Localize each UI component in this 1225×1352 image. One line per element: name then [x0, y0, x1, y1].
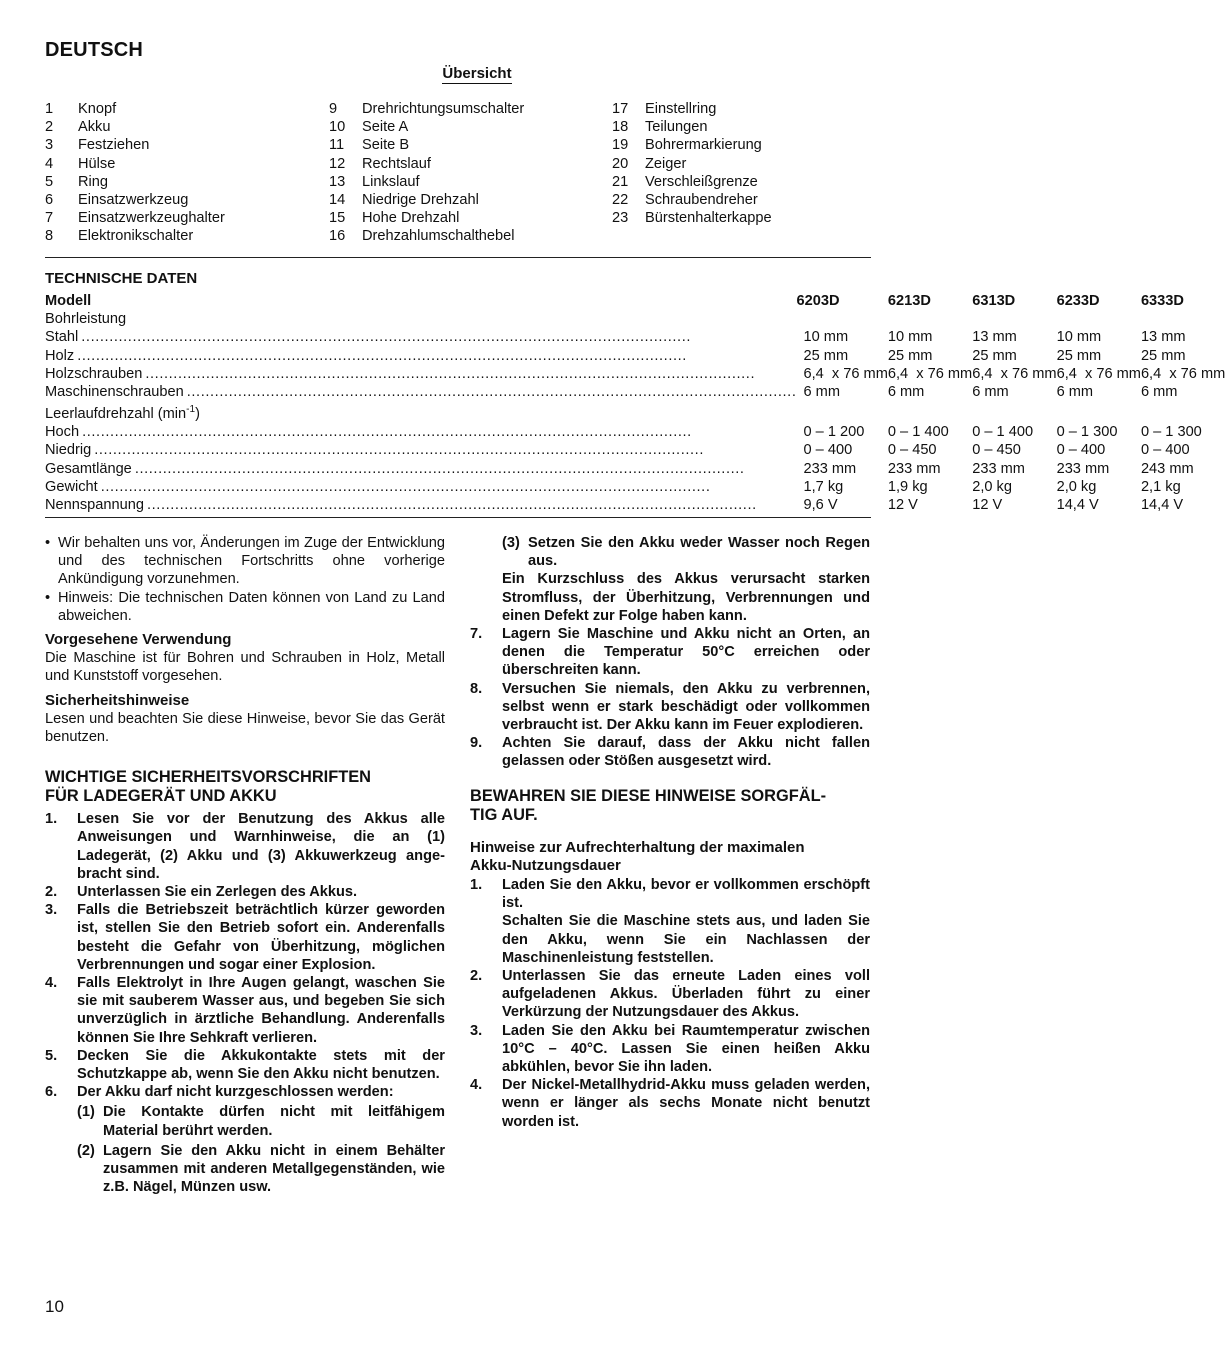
- overview-item: 18 Teilungen: [612, 119, 708, 136]
- list-item: 4. Falls Elektrolyt in Ihre Augen gelangt, waschen Sie sie mit sauberem Wasser aus, und begeben Sie sich unverzüglich in ärztliche Behandlung. Anderenfalls können Sie Ihre Sehkraft verlieren.: [45, 975, 445, 1046]
- list-item: 4. Der Nickel-Metallhydrid-Akku muss geladen werden, wenn er länger als sechs Monate nicht benutzt worden ist.: [470, 1077, 870, 1130]
- table-row: Gewicht ..... 1,7 kg 1,9 kg 2,0 kg 2,0 kg 2,1 kg: [45, 478, 1225, 496]
- table-row: Stahl ..... 10 mm 10 mm 13 mm 10 mm 13 mm: [45, 328, 1225, 346]
- overview-column-2: [329, 100, 524, 246]
- list-item: 6. Der Akku darf nicht kurzgeschlossen werden:: [45, 1084, 394, 1101]
- overview-item: 8 Elektronikschalter: [45, 228, 194, 245]
- overview-item: 17 Einstellring: [612, 101, 717, 117]
- list-item: 1. Laden Sie den Akku, bevor er vollkommen erschöpft ist. Schalten Sie die Maschine stets aus, und laden Sie den Akku, wenn Sie ein Nachlassen der Maschinenleistung feststellen.: [470, 877, 870, 966]
- overview-column-3: [612, 100, 772, 227]
- overview-item: 15 Hohe Drehzahl: [329, 210, 460, 227]
- overview-item: 21 Verschleißgrenze: [612, 173, 758, 190]
- list-item: (1) Die Kontakte dürfen nicht mit leitfähigem Material berührt werden.: [77, 1104, 445, 1139]
- table-row: Maschinenschrauben ..... 6 mm 6 mm 6 mm 6 mm 6 mm: [45, 383, 1225, 401]
- overview-item: 7 Einsatzwerkzeughalter: [45, 210, 225, 227]
- paragraph: Ein Kurzschluss des Akkus verursacht starken Stromfluss, der Überhitzung, Verbrennungen und einen Defekt zur Folge haben kann.: [502, 571, 870, 624]
- table-row: Holzschrauben ..... 6,4 x 76 mm 6,4 x 76 mm 6,4 x 76 mm 6,4 x 76 mm 6,4 x 76 mm: [45, 365, 1225, 383]
- list-item: 2. Unterlassen Sie das erneute Laden eines voll aufgeladenen Akkus. Überladen führt zu einer Verkürzung der Nutzungsdauer des Akkus.: [470, 968, 870, 1021]
- overview-item: 10 Seite A: [329, 119, 409, 136]
- specs-table: [45, 292, 1225, 514]
- list-item: 5. Decken Sie die Akkukontakte stets mit der Schutzkappe ab, wenn Sie den Akku nicht benutzen.: [45, 1047, 445, 1083]
- language-heading: DEUTSCH: [45, 39, 144, 61]
- overview-item: 1 Knopf: [45, 101, 117, 117]
- table-row: Gesamtlänge ..... 233 mm 233 mm 233 mm 233 mm 243 mm: [45, 460, 1225, 478]
- specs-group-row: Leerlaufdrehzahl $(\min^{-1})$: [45, 404, 200, 423]
- list-item: 3. Falls die Betriebszeit beträchtlich kürzer geworden ist, stellen Sie den Betrieb sofort ein. Anderenfalls besteht die Gefahr von Überhitzung, möglichen Verbrennungen und sogar einer Explosion.: [45, 902, 445, 973]
- overview-column-1: [45, 100, 225, 246]
- table-row: Nennspannung ..... 9,6 V 12 V 12 V 14,4 V 14,4 V: [45, 496, 1225, 514]
- specs-group-row: Bohrleistung: [45, 311, 127, 328]
- table-row: Niedrig ..... 0 – 400 0 – 450 0 – 450 0 – 400 0 – 400: [45, 441, 1225, 459]
- specs-header-row: Modell 6203D 6213D 6313D 6233D 6333D: [45, 293, 1184, 309]
- divider: [45, 257, 871, 258]
- list-item: 2. Unterlassen Sie ein Zerlegen des Akkus.: [45, 884, 358, 901]
- overview-item: 9 Drehrichtungsumschalter: [329, 101, 525, 117]
- right-column: [470, 534, 870, 1131]
- list-item: (3) Setzen Sie den Akku weder Wasser noch Regen aus.: [502, 535, 870, 570]
- section-heading: Vorgesehene Verwendung: [45, 631, 232, 649]
- overview-item: 23 Bürstenhalterkappe: [612, 210, 772, 227]
- table-row: Hoch ..... 0 – 1 200 0 – 1 400 0 – 1 400 0 – 1 300 0 – 1 300: [45, 423, 1225, 441]
- overview-item: 13 Linkslauf: [329, 173, 420, 190]
- overview-item: 5 Ring: [45, 173, 109, 190]
- overview-item: 16 Drehzahlumschalthebel: [329, 228, 515, 245]
- list-item: 8. Versuchen Sie niemals, den Akku zu verbrennen, selbst wenn er stark beschädigt oder vollkommen verbraucht ist. Der Akku kann im Feuer explodieren.: [470, 680, 870, 734]
- list-item: 3. Laden Sie den Akku bei Raumtemperatur zwischen 10°C – 40°C. Lassen Sie einen heißen Akku abkühlen, bevor Sie ihn laden.: [470, 1022, 870, 1076]
- page-number: 10: [45, 1297, 64, 1316]
- list-item: 9. Achten Sie darauf, dass der Akku nicht fallen gelassen oder Stößen ausgesetzt wird.: [470, 735, 870, 770]
- list-item: • Hinweis: Die technischen Daten können von Land zu Land abweichen.: [45, 589, 445, 624]
- overview-item: 11 Seite B: [329, 137, 410, 154]
- section-heading: BEWAHREN SIE DIESE HINWEISE SORGFÄL- TIG AUF.: [470, 786, 827, 824]
- left-column: [45, 534, 445, 1197]
- list-item: • Wir behalten uns vor, Änderungen im Zuge der Entwicklung und des technischen Fortschritts ohne vorherige Ankündigung vorzunehmen.: [45, 535, 445, 588]
- specs-title: TECHNISCHE DATEN: [45, 270, 198, 287]
- paragraph: Die Maschine ist für Bohren und Schrauben in Holz, Metall und Kunststoff vorgesehen.: [45, 650, 445, 685]
- overview-item: 22 Schraubendreher: [612, 192, 758, 209]
- divider: [45, 517, 871, 518]
- paragraph: Lesen und beachten Sie diese Hinweise, bevor Sie das Gerät benutzen.: [45, 710, 445, 746]
- overview-item: 20 Zeiger: [612, 155, 687, 172]
- list-item: (2) Lagern Sie den Akku nicht in einem Behälter zusammen mit anderen Metallgegenständen, wie z.B. Nägel, Münzen usw.: [77, 1142, 445, 1196]
- overview-item: 19 Bohrermarkierung: [612, 137, 762, 154]
- section-heading: Hinweise zur Aufrechterhaltung der maximalen Akku-Nutzungsdauer: [470, 838, 805, 874]
- section-heading: WICHTIGE SICHERHEITSVORSCHRIFTEN FÜR LADEGERÄT UND AKKU: [45, 768, 372, 806]
- overview-item: 3 Festziehen: [45, 137, 150, 154]
- overview-item: 2 Akku: [45, 119, 111, 136]
- overview-item: 4 Hülse: [45, 155, 116, 172]
- list-item: 7. Lagern Sie Maschine und Akku nicht an Orten, an denen die Temperatur 50°C erreichen oder überschreiten kann.: [470, 626, 870, 679]
- overview-title: Übersicht: [442, 65, 512, 82]
- section-heading: Sicherheitshinweise: [45, 691, 190, 709]
- overview-item: 12 Rechtslauf: [329, 155, 431, 172]
- table-row: Holz ..... 25 mm 25 mm 25 mm 25 mm 25 mm: [45, 347, 1225, 365]
- overview-item: 6 Einsatzwerkzeug: [45, 192, 189, 209]
- list-item: 1. Lesen Sie vor der Benutzung des Akkus alle Anweisungen und Warnhinweise, die an (1) Ladegerät, (2) Akku und (3) Akkuwerkzeug angebracht sind.: [45, 811, 445, 882]
- overview-item: 14 Niedrige Drehzahl: [329, 192, 479, 209]
